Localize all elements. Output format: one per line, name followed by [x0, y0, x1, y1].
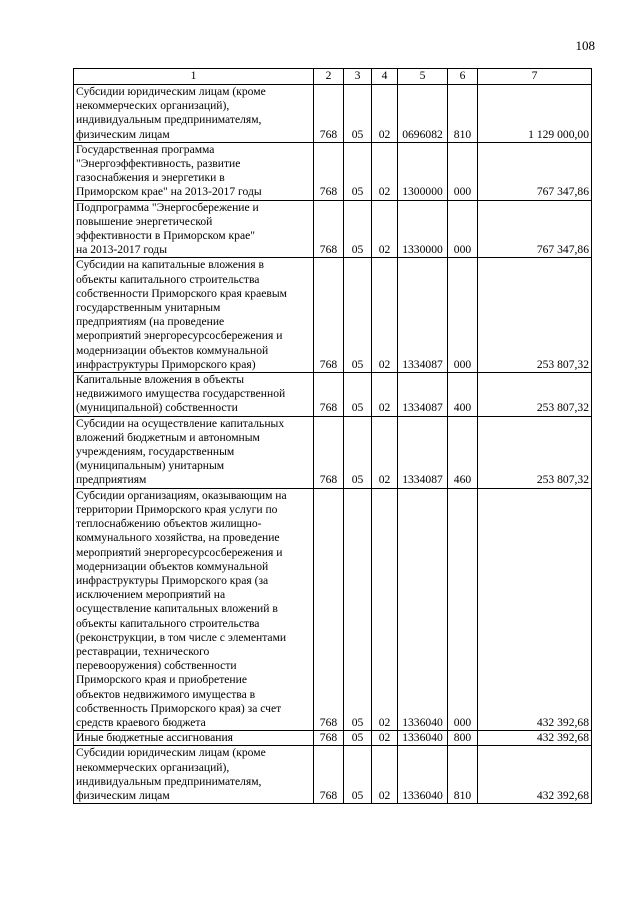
item-name-line: теплоснабжению объектов жилищно- — [76, 517, 262, 531]
item-name-line: мероприятий энергоресурсосбережения и — [76, 545, 283, 559]
item-name-line: вложений бюджетным и автономным — [76, 430, 260, 444]
subsection-code-cell: 02 — [372, 258, 398, 373]
item-name-line: повышение энергетической — [76, 214, 213, 228]
item-name-line: государственным унитарным — [76, 301, 221, 315]
subsection-code-cell: 02 — [372, 85, 398, 143]
item-name-line: некоммерческих организаций), — [76, 760, 230, 774]
item-name-cell — [74, 731, 314, 746]
item-name-line: газоснабжения и энергетики в — [76, 171, 225, 185]
expense-type-cell: 400 — [448, 373, 478, 417]
item-name-line: модернизации объектов коммунальной — [76, 343, 269, 357]
item-name-line: Субсидии юридическим лицам (кроме — [76, 746, 266, 760]
item-name-line: индивидуальным предпринимателям, — [76, 113, 262, 127]
item-name-line: перевооружения) собственности — [76, 659, 237, 673]
amount-cell: 1 129 000,00 — [478, 85, 592, 143]
column-header: 6 — [448, 69, 478, 85]
item-name-line: территории Приморского края услуги по — [76, 502, 278, 516]
amount-cell: 432 392,68 — [478, 488, 592, 730]
amount-cell: 432 392,68 — [478, 746, 592, 804]
ministry-code-cell: 768 — [314, 373, 344, 417]
amount-cell: 253 807,32 — [478, 258, 592, 373]
table-row — [74, 258, 592, 373]
table-row — [74, 200, 592, 258]
item-name-line: физическим лицам — [76, 788, 170, 802]
item-name-cell — [74, 488, 314, 730]
item-name-line: Субсидии юридическим лицам (кроме — [76, 85, 266, 98]
subsection-code-cell: 02 — [372, 142, 398, 200]
item-name-line: (реконструкции, в том числе с элементами — [76, 630, 287, 644]
item-name-cell — [74, 85, 314, 143]
item-name-cell — [74, 258, 314, 373]
subsection-code-cell: 02 — [372, 200, 398, 258]
item-name-line: (муниципальной) собственности — [76, 401, 238, 415]
expense-type-cell: 810 — [448, 746, 478, 804]
item-name-line: предприятиям (на проведение — [76, 315, 225, 329]
section-code-cell: 05 — [344, 746, 372, 804]
expense-type-cell: 000 — [448, 200, 478, 258]
table-row — [74, 746, 592, 804]
item-name-line: эффективности в Приморском крае" — [76, 229, 255, 243]
target-code-cell: 1334087 — [398, 416, 448, 488]
item-name-line: предприятиям — [76, 473, 147, 487]
amount-cell: 253 807,32 — [478, 416, 592, 488]
expense-type-cell: 000 — [448, 258, 478, 373]
item-name-line: "Энергоэффективность, развитие — [76, 157, 241, 171]
item-name-line: собственности Приморского края краевым — [76, 286, 287, 300]
table-body — [74, 85, 592, 804]
item-name-line: учреждениям, государственным — [76, 445, 235, 459]
amount-cell: 253 807,32 — [478, 373, 592, 417]
column-header: 7 — [478, 69, 592, 85]
item-name-line: модернизации объектов коммунальной — [76, 559, 269, 573]
item-name-line: осуществление капитальных вложений в — [76, 602, 278, 616]
subsection-code-cell: 02 — [372, 488, 398, 730]
item-name-line: физическим лицам — [76, 127, 170, 141]
section-code-cell: 05 — [344, 258, 372, 373]
item-name-cell — [74, 373, 314, 417]
item-name-line: (муниципальным) унитарным — [76, 459, 225, 473]
table-row — [74, 373, 592, 417]
item-name-line: объекты капитального строительства — [76, 272, 260, 286]
item-name-line: коммунального хозяйства, на проведение — [76, 531, 280, 545]
item-name-line: средств краевого бюджета — [76, 715, 206, 729]
expense-type-cell: 460 — [448, 416, 478, 488]
item-name-line: некоммерческих организаций), — [76, 99, 230, 113]
section-code-cell: 05 — [344, 488, 372, 730]
item-name-cell — [74, 416, 314, 488]
item-name-line: объекты капитального строительства — [76, 616, 260, 630]
table-row — [74, 731, 592, 746]
subsection-code-cell: 02 — [372, 731, 398, 746]
table-row — [74, 416, 592, 488]
ministry-code-cell: 768 — [314, 200, 344, 258]
expense-type-cell: 000 — [448, 488, 478, 730]
amount-cell: 432 392,68 — [478, 731, 592, 746]
ministry-code-cell: 768 — [314, 416, 344, 488]
ministry-code-cell: 768 — [314, 731, 344, 746]
column-header: 4 — [372, 69, 398, 85]
target-code-cell: 1336040 — [398, 731, 448, 746]
target-code-cell: 1334087 — [398, 258, 448, 373]
ministry-code-cell: 768 — [314, 258, 344, 373]
amount-cell: 767 347,86 — [478, 142, 592, 200]
item-name-line: Субсидии организациям, оказывающим на — [76, 488, 287, 502]
target-code-cell: 0696082 — [398, 85, 448, 143]
expense-type-cell: 800 — [448, 731, 478, 746]
item-name-line: Приморского края и приобретение — [76, 673, 247, 687]
table-row — [74, 142, 592, 200]
item-name-line: реставрации, технического — [76, 644, 210, 658]
item-name-line: Приморском крае" на 2013-2017 годы — [76, 185, 262, 199]
target-code-cell: 1334087 — [398, 373, 448, 417]
header-row — [74, 69, 592, 85]
table-row — [74, 488, 592, 730]
item-name-line: Субсидии на капитальные вложения в — [76, 258, 264, 272]
column-header: 3 — [344, 69, 372, 85]
page-number: 108 — [575, 38, 595, 53]
section-code-cell: 05 — [344, 142, 372, 200]
item-name-cell — [74, 746, 314, 804]
item-name-line: Субсидии на осуществление капитальных — [76, 416, 285, 430]
expense-type-cell: 000 — [448, 142, 478, 200]
item-name-line: на 2013-2017 годы — [76, 243, 168, 257]
table-row — [74, 85, 592, 143]
item-name-line: индивидуальным предпринимателям, — [76, 774, 262, 788]
target-code-cell: 1336040 — [398, 488, 448, 730]
ministry-code-cell: 768 — [314, 488, 344, 730]
item-name-line: объектов недвижимого имущества в — [76, 687, 256, 701]
section-code-cell: 05 — [344, 85, 372, 143]
column-header: 2 — [314, 69, 344, 85]
section-code-cell: 05 — [344, 416, 372, 488]
item-name-line: Государственная программа — [76, 142, 215, 156]
section-code-cell: 05 — [344, 373, 372, 417]
ministry-code-cell: 768 — [314, 746, 344, 804]
item-name-line: инфраструктуры Приморского края) — [76, 357, 256, 371]
target-code-cell: 1300000 — [398, 142, 448, 200]
target-code-cell: 1330000 — [398, 200, 448, 258]
subsection-code-cell: 02 — [372, 416, 398, 488]
item-name-line: Капитальные вложения в объекты — [76, 373, 245, 387]
item-name-line: Иные бюджетные ассигнования — [76, 731, 233, 745]
budget-table — [73, 68, 592, 804]
subsection-code-cell: 02 — [372, 746, 398, 804]
item-name-line: исключением мероприятий на — [76, 588, 226, 602]
column-header: 1 — [74, 69, 314, 85]
ministry-code-cell: 768 — [314, 142, 344, 200]
subsection-code-cell: 02 — [372, 373, 398, 417]
item-name-line: инфраструктуры Приморского края (за — [76, 573, 269, 587]
item-name-line: недвижимого имущества государственной — [76, 387, 286, 401]
amount-cell: 767 347,86 — [478, 200, 592, 258]
target-code-cell: 1336040 — [398, 746, 448, 804]
expense-type-cell: 810 — [448, 85, 478, 143]
item-name-line: мероприятий энергоресурсосбережения и — [76, 329, 283, 343]
section-code-cell: 05 — [344, 200, 372, 258]
item-name-line: Подпрограмма "Энергосбережение и — [76, 200, 259, 214]
column-header: 5 — [398, 69, 448, 85]
item-name-cell — [74, 142, 314, 200]
item-name-cell — [74, 200, 314, 258]
ministry-code-cell: 768 — [314, 85, 344, 143]
item-name-line: собственность Приморского края) за счет — [76, 701, 282, 715]
section-code-cell: 05 — [344, 731, 372, 746]
